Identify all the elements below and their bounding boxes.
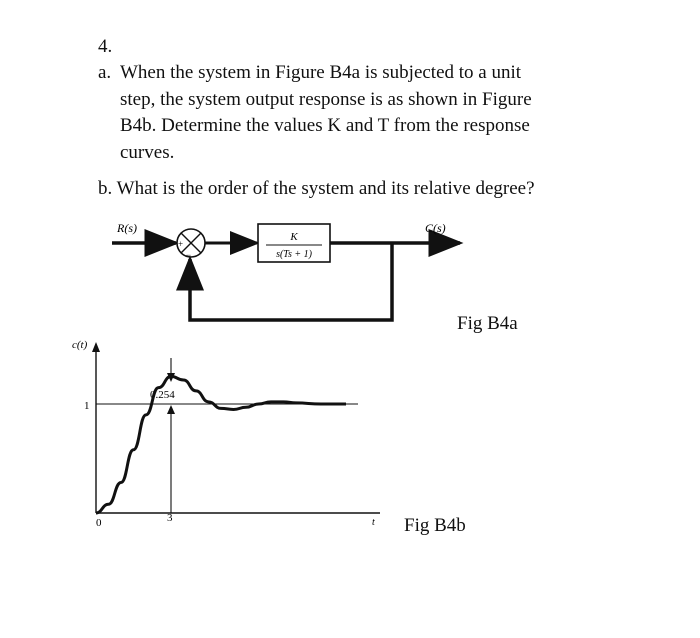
response-curve — [96, 376, 346, 513]
fig-b4b-caption: Fig B4b — [404, 515, 466, 536]
tf-denominator: s(Ts + 1) — [276, 249, 312, 260]
output-label: C(s) — [425, 221, 446, 235]
x-axis-label: t — [372, 517, 375, 528]
input-label: R(s) — [117, 221, 137, 235]
fig-b4a-caption: Fig B4a — [457, 313, 518, 334]
overshoot-label: 0.254 — [150, 389, 175, 401]
overshoot-arrow-up — [167, 405, 175, 414]
part-b-text: b. What is the order of the system and its relative degree? — [98, 178, 535, 199]
tf-numerator: K — [290, 231, 298, 243]
y-tick-1: 1 — [84, 400, 90, 412]
x-tick-3: 3 — [167, 512, 173, 524]
part-a-line-1: When the system in Figure B4a is subjected to a unit — [120, 62, 522, 83]
plus-sign: + — [178, 239, 184, 249]
part-a-line-4: curves. — [120, 141, 175, 163]
x-tick-0: 0 — [96, 517, 102, 529]
part-a-line-3: B4b. Determine the values K and T from the response — [120, 115, 530, 136]
y-axis-label: c(t) — [72, 339, 88, 351]
y-axis-arrow — [92, 342, 100, 352]
minus-sign: − — [186, 250, 192, 260]
problem-number: 4. — [98, 36, 113, 57]
part-a-line-2: step, the system output response is as shown in Figure — [120, 88, 532, 110]
part-a-lead: a. — [98, 62, 112, 83]
